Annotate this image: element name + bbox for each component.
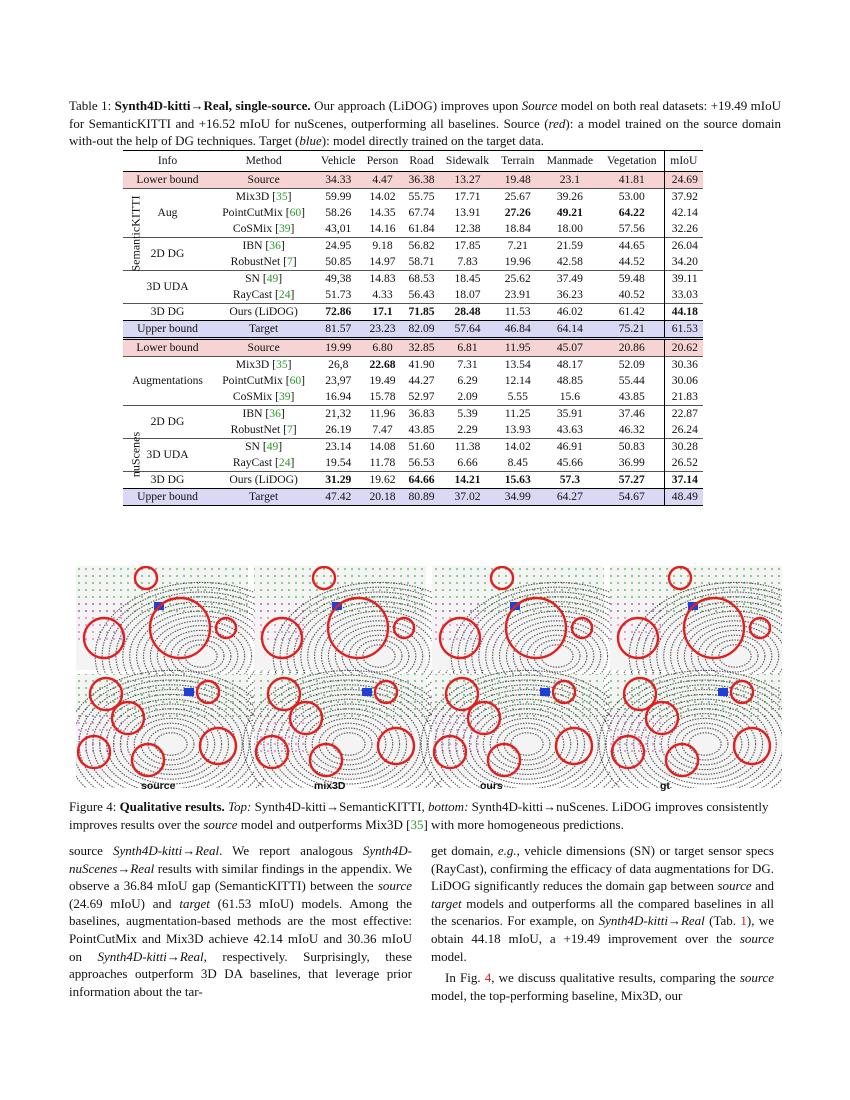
value-cell: 57.64 (439, 321, 495, 339)
value-cell: 14.35 (369, 206, 396, 219)
method-cell: PointCutMix [60] (222, 206, 306, 219)
value-cell: 35.91 (540, 406, 600, 423)
value-cell: 43.85 (408, 423, 435, 436)
miou-cell: 39.11 (664, 271, 703, 288)
fig-label-source: source (141, 780, 176, 792)
header-person: Person (361, 151, 403, 172)
value-cell: 14.97 (369, 255, 396, 268)
value-cell: 27.26 (504, 206, 531, 219)
value-cell: 56.43 (408, 288, 435, 301)
info-cell: 3D UDA (123, 439, 212, 472)
miou-cell: 33.03 (664, 287, 703, 304)
value-cell: 23.1 (540, 172, 600, 189)
value-cell: 15.6 (559, 390, 581, 403)
value-cell: 23.14 (315, 439, 361, 456)
table-row (123, 406, 703, 423)
table-caption-title: Synth4D-kitti→Real, single-source. (114, 98, 311, 113)
method-cell: Mix3D [35] (212, 189, 315, 206)
value-cell: 32.85 (404, 339, 440, 357)
value-cell: 19.49 (369, 374, 396, 387)
value-cell: 36.83 (404, 406, 440, 423)
point-cloud-panel (76, 670, 277, 788)
value-cell: 41.90 (404, 357, 440, 374)
value-cell: 49.21 (556, 206, 583, 219)
value-cell: 52.97 (408, 390, 435, 403)
value-cell: 19.54 (325, 456, 352, 469)
info-cell: Augmentations (123, 357, 212, 406)
citation-link[interactable]: 35 (276, 190, 288, 203)
miou-cell: 30.36 (664, 357, 703, 374)
value-cell: 46.02 (540, 304, 600, 321)
value-cell: 43,01 (325, 222, 352, 235)
paragraph: source Synth4D-kitti→Real. We report analogous Synth4D-nuScenes→Real results with similar findings in the appendix. We observe a 36.84 mIoU gap (SemanticKITTI) between the source (24.69 mIoU) and target (61.53 mIoU) models. Among the baselines, augmentation-based methods are the most effective: PointCutMix and Mix3D achieve 42.14 mIoU and 30.36 mIoU on Synth4D-kitti→Real, respectively. Surprisingly, these approaches outperform 3D DA baselines, that leverage prior information about the tar- (69, 843, 413, 999)
value-cell: 23.23 (361, 321, 403, 339)
info-cell: 3D DG (123, 472, 212, 489)
value-cell: 49,38 (315, 271, 361, 288)
value-cell: 37.46 (600, 406, 664, 423)
table-caption-label: Table 1: (69, 98, 112, 113)
value-cell: 9.18 (361, 238, 403, 255)
value-cell: 14.21 (439, 472, 495, 489)
table-row (123, 189, 703, 206)
value-cell: 11.96 (361, 406, 403, 423)
figure-caption-title: Qualitative results. (119, 799, 225, 814)
value-cell: 57.56 (618, 222, 645, 235)
miou-cell: 48.49 (664, 489, 703, 506)
value-cell: 16.94 (325, 390, 352, 403)
table-row (123, 489, 703, 506)
method-cell: Source (212, 172, 315, 189)
paragraph: In Fig. 4, we discuss qualitative results, comparing the source model, the top-performing baseline, Mix3D, our (431, 970, 774, 1003)
value-cell: 68.53 (404, 271, 440, 288)
value-cell: 21.59 (540, 238, 600, 255)
value-cell: 72.86 (315, 304, 361, 321)
value-cell: 19.62 (361, 472, 403, 489)
value-cell: 46.91 (540, 439, 600, 456)
header-road: Road (404, 151, 440, 172)
citation-link[interactable]: 24 (278, 288, 291, 301)
value-cell: 18.45 (439, 271, 495, 288)
miou-cell: 24.69 (664, 172, 703, 189)
value-cell: 6.81 (439, 339, 495, 357)
value-cell: 11.78 (369, 456, 396, 469)
miou-cell: 32.26 (664, 221, 703, 238)
value-cell: 57.3 (540, 472, 600, 489)
value-cell: 31.29 (315, 472, 361, 489)
table-row (123, 439, 703, 456)
miou-cell: 44.18 (664, 304, 703, 321)
method-cell: Ours (LiDOG) (212, 472, 315, 489)
value-cell: 14.83 (361, 271, 403, 288)
info-cell: Lower bound (123, 339, 212, 357)
info-cell: 3D DG (123, 304, 212, 321)
value-cell: 57.27 (600, 472, 664, 489)
miou-cell: 22.87 (664, 406, 703, 423)
value-cell: 12.14 (504, 374, 531, 387)
value-cell: 45.66 (556, 456, 583, 469)
paragraph: get domain, e.g., vehicle dimensions (SN) or target sensor specs (RayCast), confirming the efficacy of data augmentations for DG. LiDOG significantly reduces the domain gap between source and target models and outperforms all the compared baselines in all the scenarios. For example, on Synth4D-kitti→Real (Tab. 1), we obtain 44.18 mIoU, a +19.49 improvement over the source model. (431, 843, 774, 964)
value-cell: 18.00 (556, 222, 583, 235)
citation-link[interactable]: 7 (286, 423, 293, 436)
value-cell: 7.47 (372, 423, 393, 436)
value-cell: 7.31 (439, 357, 495, 374)
value-cell: 18.07 (454, 288, 481, 301)
header-vegetation: Vegetation (600, 151, 664, 172)
miou-cell: 30.06 (664, 373, 703, 389)
table-ref-link[interactable]: 1 (740, 913, 747, 929)
value-cell: 61.84 (408, 222, 435, 235)
value-cell: 6.29 (457, 374, 478, 387)
value-cell: 75.21 (600, 321, 664, 339)
info-cell: Lower bound (123, 172, 212, 189)
value-cell: 8.45 (507, 456, 528, 469)
method-cell: Ours (LiDOG) (212, 304, 315, 321)
qualitative-figure-svg (76, 566, 782, 788)
miou-cell: 30.28 (664, 439, 703, 456)
miou-cell: 42.14 (664, 205, 703, 221)
value-cell: 5.55 (507, 390, 528, 403)
value-cell: 64.66 (404, 472, 440, 489)
value-cell: 59.48 (600, 271, 664, 288)
value-cell: 36.38 (404, 172, 440, 189)
value-cell: 19.99 (315, 339, 361, 357)
value-cell: 4.33 (372, 288, 393, 301)
value-cell: 67.74 (408, 206, 435, 219)
header-terrain: Terrain (496, 151, 540, 172)
value-cell: 7.21 (496, 238, 540, 255)
table-row (123, 472, 703, 489)
results-table (123, 150, 703, 506)
value-cell: 26.19 (325, 423, 352, 436)
value-cell: 22.68 (361, 357, 403, 374)
value-cell: 15.78 (369, 390, 396, 403)
value-cell: 2.09 (457, 390, 478, 403)
table-row (123, 238, 703, 255)
citation-link[interactable]: 35 (410, 816, 424, 832)
body-column-left (69, 842, 412, 1000)
value-cell: 11.95 (496, 339, 540, 357)
citation-link[interactable]: 60 (289, 206, 302, 219)
method-cell: Mix3D [35] (212, 357, 315, 374)
value-cell: 82.09 (404, 321, 440, 339)
citation-link[interactable]: 24 (278, 456, 291, 469)
value-cell: 34.33 (315, 172, 361, 189)
table-row (123, 304, 703, 321)
header-manmade: Manmade (540, 151, 600, 172)
value-cell: 59.99 (315, 189, 361, 206)
table-row (123, 271, 703, 288)
value-cell: 55.44 (618, 374, 645, 387)
value-cell: 6.80 (361, 339, 403, 357)
method-cell: RayCast [24] (232, 456, 295, 469)
method-cell: RobustNet [7] (230, 255, 297, 268)
table-row (123, 339, 703, 357)
citation-link[interactable]: 39 (278, 390, 291, 403)
value-cell: 53.00 (600, 189, 664, 206)
value-cell: 46.84 (496, 321, 540, 339)
citation-link[interactable]: 60 (289, 374, 302, 387)
method-cell: SN [49] (212, 439, 315, 456)
qualitative-figure (76, 566, 782, 788)
value-cell: 44.27 (408, 374, 435, 387)
value-cell: 25.67 (496, 189, 540, 206)
info-cell: Upper bound (123, 489, 212, 506)
value-cell: 43.63 (556, 423, 583, 436)
method-cell: SN [49] (212, 271, 315, 288)
value-cell: 34.99 (496, 489, 540, 506)
value-cell: 21,32 (315, 406, 361, 423)
value-cell: 36.99 (618, 456, 645, 469)
citation-link[interactable]: 39 (278, 222, 291, 235)
value-cell: 40.52 (618, 288, 645, 301)
value-cell: 56.82 (404, 238, 440, 255)
info-cell: 2D DG (123, 238, 212, 271)
value-cell: 46.32 (618, 423, 645, 436)
value-cell: 14.02 (496, 439, 540, 456)
value-cell: 13.27 (439, 172, 495, 189)
miou-cell: 21.83 (664, 389, 703, 406)
value-cell: 20.86 (600, 339, 664, 357)
value-cell: 11.53 (496, 304, 540, 321)
value-cell: 17.1 (361, 304, 403, 321)
value-cell: 19.48 (496, 172, 540, 189)
value-cell: 13.54 (496, 357, 540, 374)
method-cell: Source (212, 339, 315, 357)
citation-link[interactable]: 36 (269, 407, 281, 420)
value-cell: 43.85 (618, 390, 645, 403)
info-cell: 3D UDA (123, 271, 212, 304)
value-cell: 37.49 (540, 271, 600, 288)
value-cell: 64.22 (618, 206, 645, 219)
miou-cell: 37.92 (664, 189, 703, 206)
value-cell: 15.63 (496, 472, 540, 489)
info-cell: Upper bound (123, 321, 212, 339)
method-cell: RobustNet [7] (230, 423, 297, 436)
value-cell: 44.65 (600, 238, 664, 255)
value-cell: 80.89 (404, 489, 440, 506)
miou-cell: 26.04 (664, 238, 703, 255)
citation-link[interactable]: 49 (266, 440, 279, 453)
value-cell: 55.75 (404, 189, 440, 206)
value-cell: 58.71 (408, 255, 435, 268)
citation-link[interactable]: 49 (266, 272, 279, 285)
value-cell: 23.91 (504, 288, 531, 301)
info-cell: Aug (123, 189, 212, 238)
value-cell: 14.08 (361, 439, 403, 456)
method-cell: Target (212, 321, 315, 339)
value-cell: 50.83 (600, 439, 664, 456)
value-cell: 24.95 (315, 238, 361, 255)
group-label-nuscenes: nuScenes (128, 431, 143, 478)
value-cell: 61.42 (600, 304, 664, 321)
fig-label-ours: ours (480, 780, 503, 792)
value-cell: 39.26 (540, 189, 600, 206)
value-cell: 64.27 (540, 489, 600, 506)
value-cell: 7.83 (457, 255, 478, 268)
header-sidewalk: Sidewalk (439, 151, 495, 172)
value-cell: 50.85 (325, 255, 352, 268)
value-cell: 47.42 (315, 489, 361, 506)
value-cell: 54.67 (600, 489, 664, 506)
value-cell: 19.96 (504, 255, 531, 268)
citation-link[interactable]: 7 (286, 255, 293, 268)
value-cell: 26,8 (315, 357, 361, 374)
value-cell: 44.52 (618, 255, 645, 268)
header-vehicle: Vehicle (315, 151, 361, 172)
value-cell: 12.38 (454, 222, 481, 235)
value-cell: 64.14 (540, 321, 600, 339)
table-row (123, 172, 703, 189)
method-cell: CoSMix [39] (232, 390, 295, 403)
value-cell: 4.47 (361, 172, 403, 189)
fig-label-gt: gt (660, 780, 670, 792)
table-row (123, 321, 703, 339)
value-cell: 5.39 (439, 406, 495, 423)
value-cell: 48.17 (540, 357, 600, 374)
miou-cell: 26.52 (664, 455, 703, 472)
header-method: Method (212, 151, 315, 172)
method-cell: IBN [36] (212, 238, 315, 255)
method-cell: CoSMix [39] (232, 222, 295, 235)
method-cell: PointCutMix [60] (222, 374, 306, 387)
miou-cell: 61.53 (664, 321, 703, 339)
table-row (123, 357, 703, 374)
value-cell: 11.38 (439, 439, 495, 456)
table-caption: Table 1: Synth4D-kitti→Real, single-source. Our approach (LiDOG) improves upon Source model on both real datasets: +19.49 mIoU for SemanticKITTI and +16.52 mIoU for nuScenes, outperforming all baselines. Source (red): a model trained on the source domain with-out the help of DG techniques. Target (blue): model directly trained on the target data. (69, 98, 782, 148)
value-cell: 37.02 (439, 489, 495, 506)
value-cell: 51.73 (325, 288, 352, 301)
value-cell: 20.18 (361, 489, 403, 506)
fig-label-mix3d: mix3D (314, 780, 346, 792)
value-cell: 11.25 (496, 406, 540, 423)
header-info: Info (123, 151, 212, 172)
method-cell: IBN [36] (212, 406, 315, 423)
method-cell: Target (212, 489, 315, 506)
miou-cell: 34.20 (664, 254, 703, 271)
value-cell: 58.26 (325, 206, 352, 219)
citation-link[interactable]: 36 (269, 239, 281, 252)
value-cell: 28.48 (439, 304, 495, 321)
value-cell: 56.53 (408, 456, 435, 469)
point-cloud-panel (243, 670, 455, 788)
point-cloud-panel (421, 670, 633, 788)
miou-cell: 26.24 (664, 422, 703, 439)
value-cell: 52.09 (600, 357, 664, 374)
value-cell: 81.57 (315, 321, 361, 339)
table-header-row (123, 151, 703, 172)
value-cell: 45.07 (540, 339, 600, 357)
value-cell: 42.58 (556, 255, 583, 268)
value-cell: 51.60 (404, 439, 440, 456)
figure-caption: Figure 4: Qualitative results. Top: Synth4D-kitti→SemanticKITTI, bottom: Synth4D-kitti→nuScenes. LiDOG improves consistently improves results over the source model and outperforms Mix3D [35] with more homogeneous predictions. (69, 799, 769, 832)
info-cell: 2D DG (123, 406, 212, 439)
body-column-right (431, 842, 774, 1004)
value-cell: 17.71 (439, 189, 495, 206)
method-cell: RayCast [24] (232, 288, 295, 301)
point-cloud-panel (599, 670, 782, 788)
value-cell: 2.29 (457, 423, 478, 436)
value-cell: 14.16 (369, 222, 396, 235)
value-cell: 71.85 (404, 304, 440, 321)
value-cell: 18.84 (504, 222, 531, 235)
miou-cell: 37.14 (664, 472, 703, 489)
miou-cell: 20.62 (664, 339, 703, 357)
citation-link[interactable]: 35 (276, 358, 288, 371)
value-cell: 17.85 (439, 238, 495, 255)
value-cell: 36.23 (556, 288, 583, 301)
value-cell: 25.62 (496, 271, 540, 288)
value-cell: 6.66 (457, 456, 478, 469)
value-cell: 13.91 (454, 206, 481, 219)
value-cell: 14.02 (361, 189, 403, 206)
header-miou: mIoU (664, 151, 703, 172)
figure-ref-link[interactable]: 4 (484, 970, 492, 986)
value-cell: 41.81 (600, 172, 664, 189)
value-cell: 13.93 (504, 423, 531, 436)
value-cell: 48.85 (556, 374, 583, 387)
value-cell: 23,97 (325, 374, 352, 387)
group-label-semantickitti: SemanticKITTI (128, 195, 143, 272)
